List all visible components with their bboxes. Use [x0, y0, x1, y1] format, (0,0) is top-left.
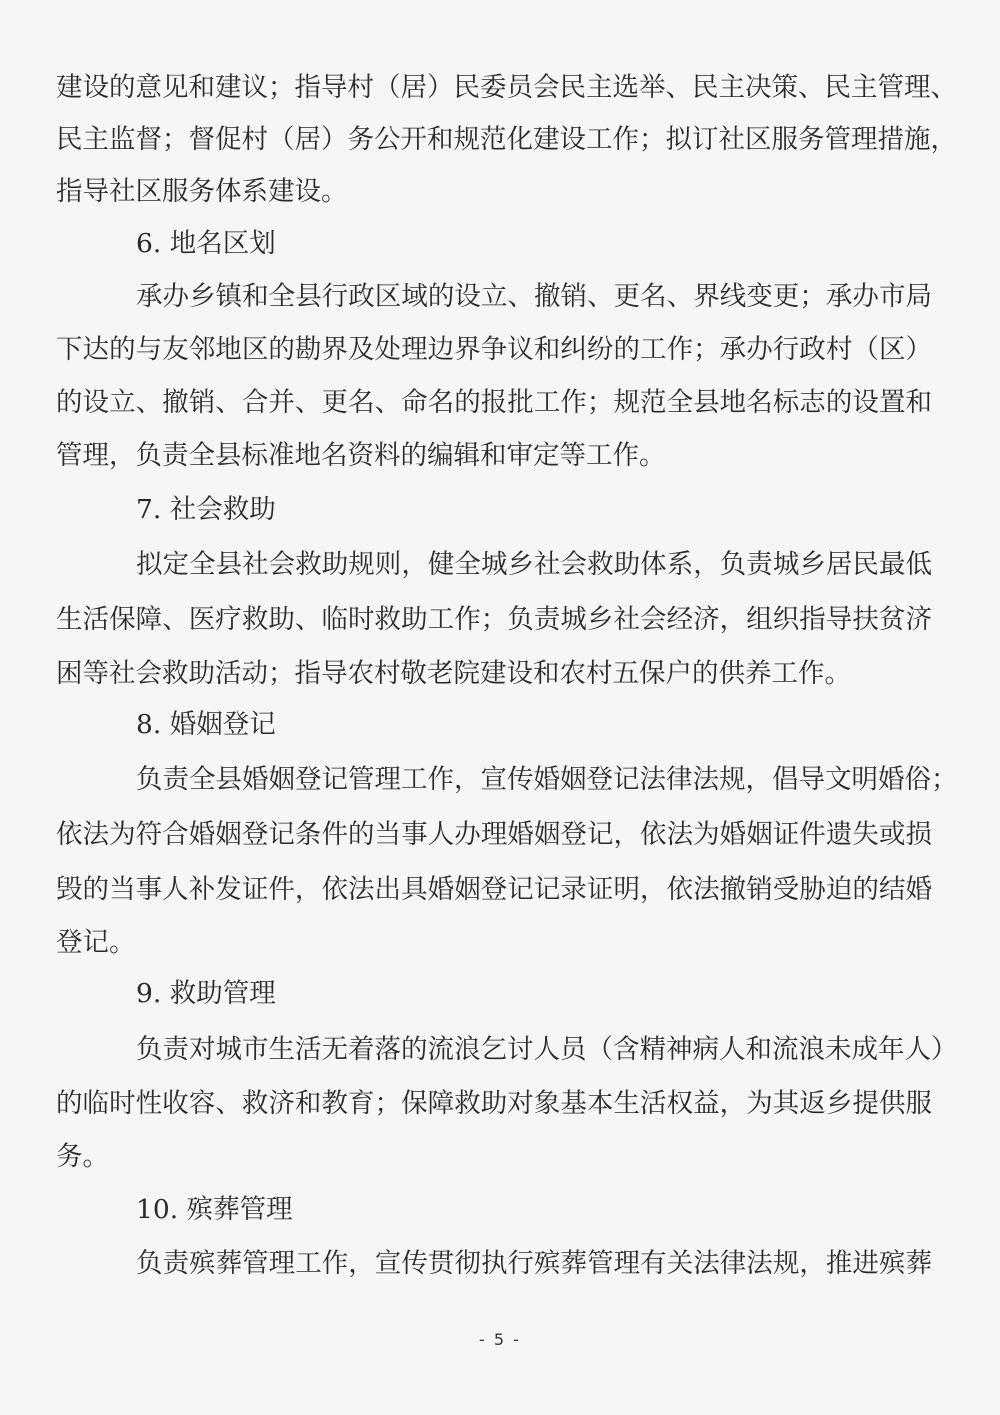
body-line: 民主监督；督促村（居）务公开和规范化建设工作；拟订社区服务管理措施， [56, 124, 957, 155]
body-line: 毁的当事人补发证件，依法出具婚姻登记记录证明，依法撤销受胁迫的结婚 [56, 874, 932, 905]
body-line: 负责全县婚姻登记管理工作，宣传婚姻登记法律法规，倡导文明婚俗； [136, 764, 958, 795]
page-number: - 5 - [479, 1330, 521, 1349]
body-line: 负责殡葬管理工作，宣传贯彻执行殡葬管理有关法律法规，推进殡葬 [136, 1248, 932, 1279]
section-heading: 6. 地名区划 [136, 228, 276, 259]
section-heading: 8. 婚姻登记 [136, 709, 276, 740]
body-line: 生活保障、医疗救助、临时救助工作；负责城乡社会经济，组织指导扶贫济 [56, 604, 932, 635]
section-heading: 9. 救助管理 [136, 978, 276, 1009]
body-line: 负责对城市生活无着落的流浪乞讨人员（含精神病人和流浪未成年人） [136, 1034, 958, 1065]
body-line: 的设立、撤销、合并、更名、命名的报批工作；规范全县地名标志的设置和 [56, 387, 932, 418]
body-line: 管理，负责全县标准地名资料的编辑和审定等工作。 [56, 440, 666, 471]
body-line: 承办乡镇和全县行政区域的设立、撤销、更名、界线变更；承办市局 [136, 281, 932, 312]
body-line: 建设的意见和建议；指导村（居）民委员会民主选举、民主决策、民主管理、 [56, 72, 957, 103]
body-line: 的临时性收容、救济和教育；保障救助对象基本生活权益，为其返乡提供服 [56, 1088, 932, 1119]
section-heading: 10. 殡葬管理 [136, 1194, 293, 1225]
body-line: 下达的与友邻地区的勘界及处理边界争议和纠纷的工作；承办行政村（区） [56, 334, 932, 365]
body-line: 拟定全县社会救助规则，健全城乡社会救助体系，负责城乡居民最低 [136, 549, 932, 580]
section-heading: 7. 社会救助 [136, 494, 276, 525]
body-line: 困等社会救助活动；指导农村敬老院建设和农村五保户的供养工作。 [56, 658, 851, 689]
body-line: 指导社区服务体系建设。 [56, 176, 348, 207]
body-line: 登记。 [56, 927, 136, 958]
body-line: 依法为符合婚姻登记条件的当事人办理婚姻登记，依法为婚姻证件遗失或损 [56, 819, 932, 850]
body-line: 务。 [56, 1141, 109, 1172]
